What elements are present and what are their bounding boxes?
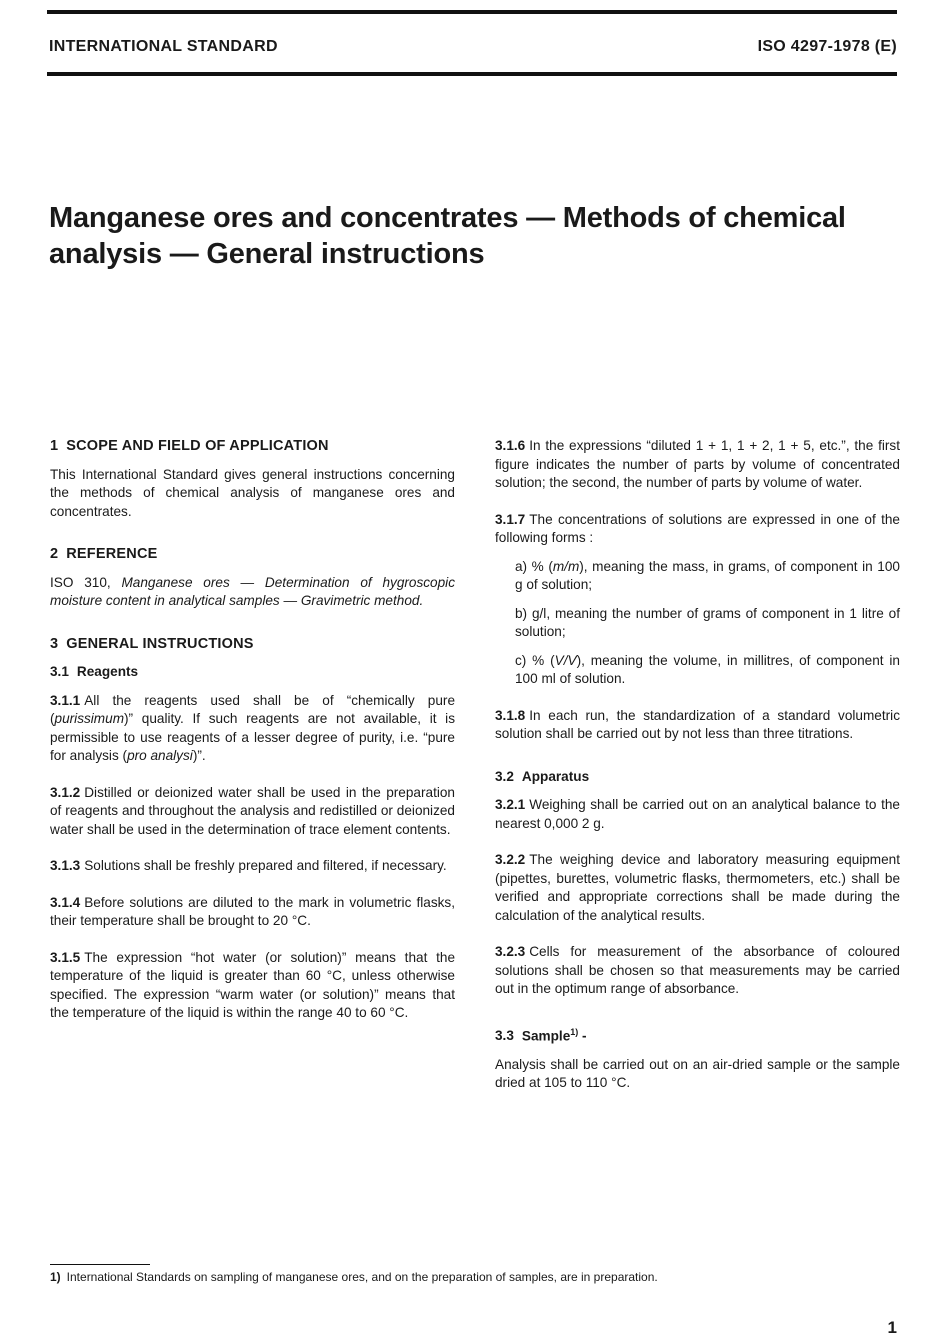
footnote: 1) International Standards on sampling of manganese ores, and on the preparation of samples, are in preparation. bbox=[50, 1270, 658, 1284]
right-column bbox=[495, 437, 900, 1093]
section-3-3-text: Analysis shall be carried out on an air-dried sample or the sample dried at 105 to 110 °C. bbox=[495, 1056, 900, 1091]
left-column bbox=[50, 437, 455, 1023]
page-number: 1 bbox=[887, 1318, 897, 1337]
footnote-reference: 1) bbox=[570, 1026, 579, 1037]
clause-3-2-2: 3.2.2 The weighing device and laboratory measuring equipment (pipettes, burettes, volumetric flasks, thermometers, etc.) shall be verified and appropriate corrections shall be made during the calculation of the analytical results. bbox=[495, 852, 900, 923]
section-2-heading: 2 REFERENCE bbox=[50, 546, 158, 562]
section-1-heading: 1 SCOPE AND FIELD OF APPLICATION bbox=[50, 438, 329, 454]
document-type-label: INTERNATIONAL STANDARD bbox=[49, 38, 278, 55]
section-1-text: This International Standard gives general instructions concerning the methods of chemical analysis of manganese ores and concentrates. bbox=[50, 466, 455, 519]
section-3-2-heading: 3.2 Apparatus bbox=[495, 768, 590, 784]
clause-3-1-2: 3.1.2 Distilled or deionized water shall be used in the preparation of reagents and throughout the analysis and redistilled or deionized water shall be used in the determination of trace element contents. bbox=[50, 784, 455, 837]
clause-3-1-7-item-b: b) g/l, meaning the number of grams of component in 1 litre of solution; bbox=[515, 605, 900, 639]
section-3-heading: 3 GENERAL INSTRUCTIONS bbox=[50, 635, 254, 652]
section-3-1-heading: 3.1 Reagents bbox=[50, 664, 139, 679]
clause-3-1-4: 3.1.4 Before solutions are diluted to the mark in volumetric flasks, their temperature shall be brought to 20 °C. bbox=[50, 894, 455, 928]
clause-3-1-7-item-a: a) % (m/m), meaning the mass, in grams, of component in 100 g of solution; bbox=[515, 558, 900, 592]
clause-3-1-3: 3.1.3 Solutions shall be freshly prepared and filtered, if necessary. bbox=[50, 858, 447, 873]
document-title: Manganese ores and concentrates — Methods of chemical analysis — General instructions bbox=[49, 202, 846, 270]
clause-3-1-8: 3.1.8 In each run, the standardization of a standard volumetric solution shall be carried out by not less than three titrations. bbox=[495, 707, 900, 741]
section-2-reference: ISO 310, Manganese ores — Determination of hygroscopic moisture content in analytical samples — Gravimetric method. bbox=[50, 574, 455, 608]
clause-3-2-3: 3.2.3 Cells for measurement of the absorbance of coloured solutions shall be chosen so that measurements may be carried out in the optimum range of absorbance. bbox=[495, 944, 900, 996]
standard-reference: ISO 4297-1978 (E) bbox=[757, 38, 897, 55]
clause-3-1-6: 3.1.6 In the expressions “diluted 1 + 1, 1 + 2, 1 + 5, etc.”, the first figure indicates the number of parts by volume of concentrated solution; the second, the number of parts by volume of water. bbox=[495, 438, 900, 490]
clause-3-1-5: 3.1.5 The expression “hot water (or solution)” means that the temperature of the liquid is greater than 60 °C, unless otherwise specified. The expression “warm water (or solution)” means that the temperature of the liquid is within the range 40 to 60 °C. bbox=[50, 949, 455, 1020]
clause-3-1-1: 3.1.1 All the reagents used shall be of “chemically pure (purissimum)” quality. If such reagents are not available, it is permissible to use reagents of a lesser degree of purity, i.e. “pure for analysis (pro analysi)”. bbox=[50, 692, 455, 763]
header-top-rule bbox=[47, 10, 897, 14]
section-3-3-heading: 3.3 Sample$^{1)}$ - bbox=[495, 1026, 587, 1044]
footnote-rule bbox=[50, 1264, 150, 1265]
header-bottom-rule bbox=[47, 72, 897, 76]
clause-3-2-1: 3.2.1 Weighing shall be carried out on an analytical balance to the nearest 0,000 2 g. bbox=[495, 797, 900, 831]
clause-3-1-7-item-c: c) % (V/V), meaning the volume, in millitres, of component in 100 ml of solution. bbox=[515, 652, 900, 686]
clause-3-1-7: 3.1.7 The concentrations of solutions are expressed in one of the following forms : bbox=[495, 511, 900, 545]
